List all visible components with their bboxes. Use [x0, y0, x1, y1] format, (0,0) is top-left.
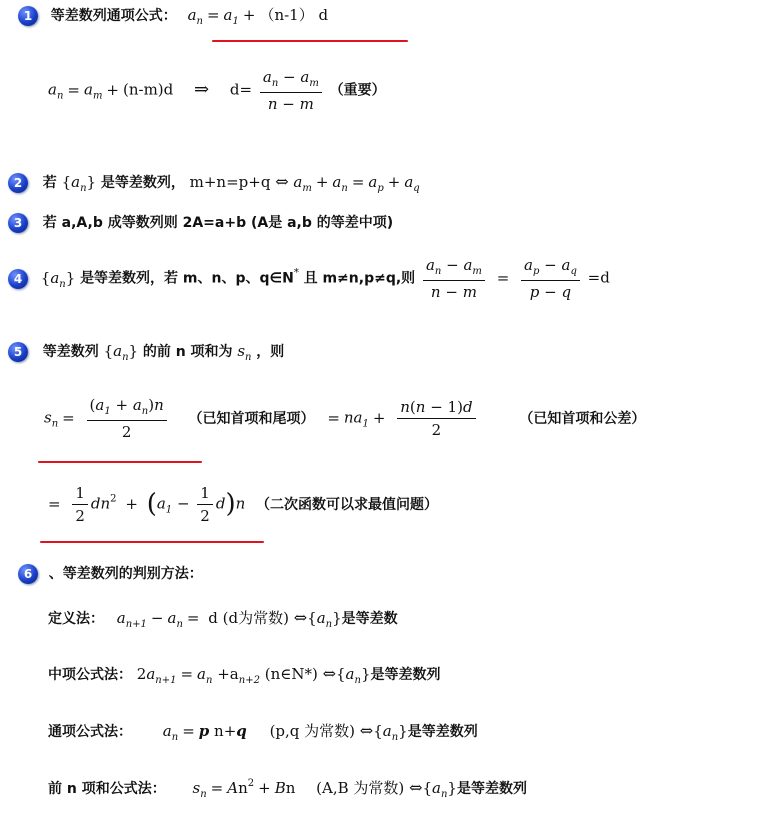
sum-cond: (A,B 为常数)	[316, 779, 405, 797]
method-definition-label: 定义法：	[48, 611, 104, 627]
general-cond: (p,q 为常数)	[269, 722, 356, 740]
method-general-label: 通项公式法：	[48, 724, 132, 740]
middle-coef: 2	[136, 665, 147, 683]
d-fraction: $\frac{a_n - a_m}{n - m}$	[260, 68, 322, 113]
middle-plus-a: +a	[217, 665, 239, 683]
method-sum-label: 前 n 项和公式法：	[48, 781, 166, 797]
number-3-icon: 3	[8, 213, 28, 233]
important-note: （重要）	[329, 82, 386, 99]
fraction-ap-aq: $\frac{a_p - a_q}{p - q}$	[521, 256, 580, 301]
section-5: 5 等差数列 $\{a_n\}$ 的前 n 项和为 $s_n$ ，则	[8, 342, 284, 364]
d-label: d=	[229, 80, 253, 99]
fraction-an-am: $\frac{a_n - a_m}{n - m}$	[423, 256, 485, 301]
middle-sub: n+2	[238, 675, 260, 686]
sum-formula-1: $s_n$ = $\frac{(a_1 + a_n)n}{2}$ （已知首项和尾项） = $na_1$ + $\frac{n(n - 1)d}{2}$ （已知首项和公差）	[44, 396, 646, 441]
section-3-text: 若 a,A,b 成等数列则 2A=a+b (A是 a,b 的等差中项)	[42, 215, 394, 231]
general-term-formula: $a_n = a_1 + (n-1)$ d	[187, 6, 329, 27]
section-5-text2: 的前 n 项和为	[142, 344, 233, 360]
number-1-icon: 1	[18, 6, 38, 26]
general-form: n+	[214, 722, 237, 740]
section-1	[18, 6, 328, 28]
section-6	[18, 564, 203, 584]
method-middle-term: 中项公式法： $2a_{n+1} = a_n +a_{n+2}$ (n∈N*) $\Leftrightarrow\{a_n\}$是等差数列	[48, 664, 441, 686]
method-sum-result: 是等差数列	[456, 781, 527, 797]
section-5-text3: ，则	[256, 344, 285, 360]
underline-2	[38, 461, 202, 463]
middle-domain: (n∈N*)	[264, 665, 318, 683]
method-sum: 前 n 项和公式法： $s_n = An^2 + Bn$ (A,B 为常数) $\Leftrightarrow\{a_n\}$是等差数列	[48, 778, 527, 800]
section-4-text1: 是等差数列，若 m、n、p、q∈N	[80, 270, 294, 287]
star-sup: *	[293, 267, 299, 279]
formula-tail: （n-1） d	[259, 6, 329, 24]
section-3	[8, 213, 393, 233]
nm-d-term: (n-m)d	[123, 80, 174, 99]
method-general-term: 通项公式法： $a_n = p$ n+q (p,q 为常数) $\Leftrightarrow\{a_n\}$是等差数列	[48, 721, 478, 743]
number-5-icon: 5	[8, 342, 28, 362]
sum-formula-quadratic: = $\frac{1}{2}$ $dn^2 + (a_1$ − $\frac{1}{2}$ d)n （二次函数可以求最值问题）	[48, 484, 439, 525]
sum-fraction-diff: $\frac{n(n - 1)d}{2}$	[397, 398, 475, 439]
section-2-text: 是等差数列，	[100, 175, 185, 191]
sum-fraction-first-last: $\frac{(a_1 + a_n)n}{2}$	[87, 396, 167, 441]
underline-1	[212, 40, 408, 42]
method-definition: 定义法： $a_{n+1} - a_n = d$ (d为常数) $\Leftrightarrow\{a_n\}$是等差数	[48, 608, 398, 630]
method-general-result: 是等差数列	[407, 724, 478, 740]
note-first-last: （已知首项和尾项）	[188, 410, 315, 427]
number-2-icon: 2	[8, 173, 28, 193]
section-6-title: 、等差数列的判别方法：	[48, 566, 203, 582]
section-5-text1: 等差数列	[42, 344, 99, 360]
formula-am-relation: $a_n = a_m + (n-m)d$ ⇒ d= $\frac{a_n - a_m}{n - m}$ （重要）	[48, 68, 386, 113]
section-2-condition: m+n=p+q	[189, 173, 271, 191]
section-4-tail: =d	[587, 268, 610, 287]
method-definition-tail: d (d为常数)	[208, 609, 289, 627]
note-quadratic: （二次函数可以求最值问题）	[256, 496, 439, 513]
note-first-diff: （已知首项和公差）	[519, 410, 646, 427]
number-4-icon: 4	[8, 269, 28, 289]
underline-3	[40, 541, 264, 543]
method-definition-result: 是等差数	[341, 611, 398, 627]
method-middle-result: 是等差数列	[370, 667, 441, 683]
section-1-title: 等差数列通项公式：	[50, 8, 177, 24]
section-2: 2 若 $\{a_n\}$ 是等差数列， m+n=p+q ⇔ $a_m + a_n = a_p + a_q$	[8, 172, 420, 195]
section-4: 4 $\{a_n\}$ 是等差数列，若 m、n、p、q∈N* 且 m≠n,p≠q,则 $\frac{a_n - a_m}{n - m}$ = $\frac{a_p - a_q}{p - q}$ =d	[8, 256, 610, 301]
method-middle-label: 中项公式法：	[48, 667, 132, 683]
number-6-icon: 6	[18, 564, 38, 584]
section-4-text2: 且 m≠n,p≠q,则	[303, 270, 416, 287]
section-2-if: 若	[42, 175, 57, 191]
